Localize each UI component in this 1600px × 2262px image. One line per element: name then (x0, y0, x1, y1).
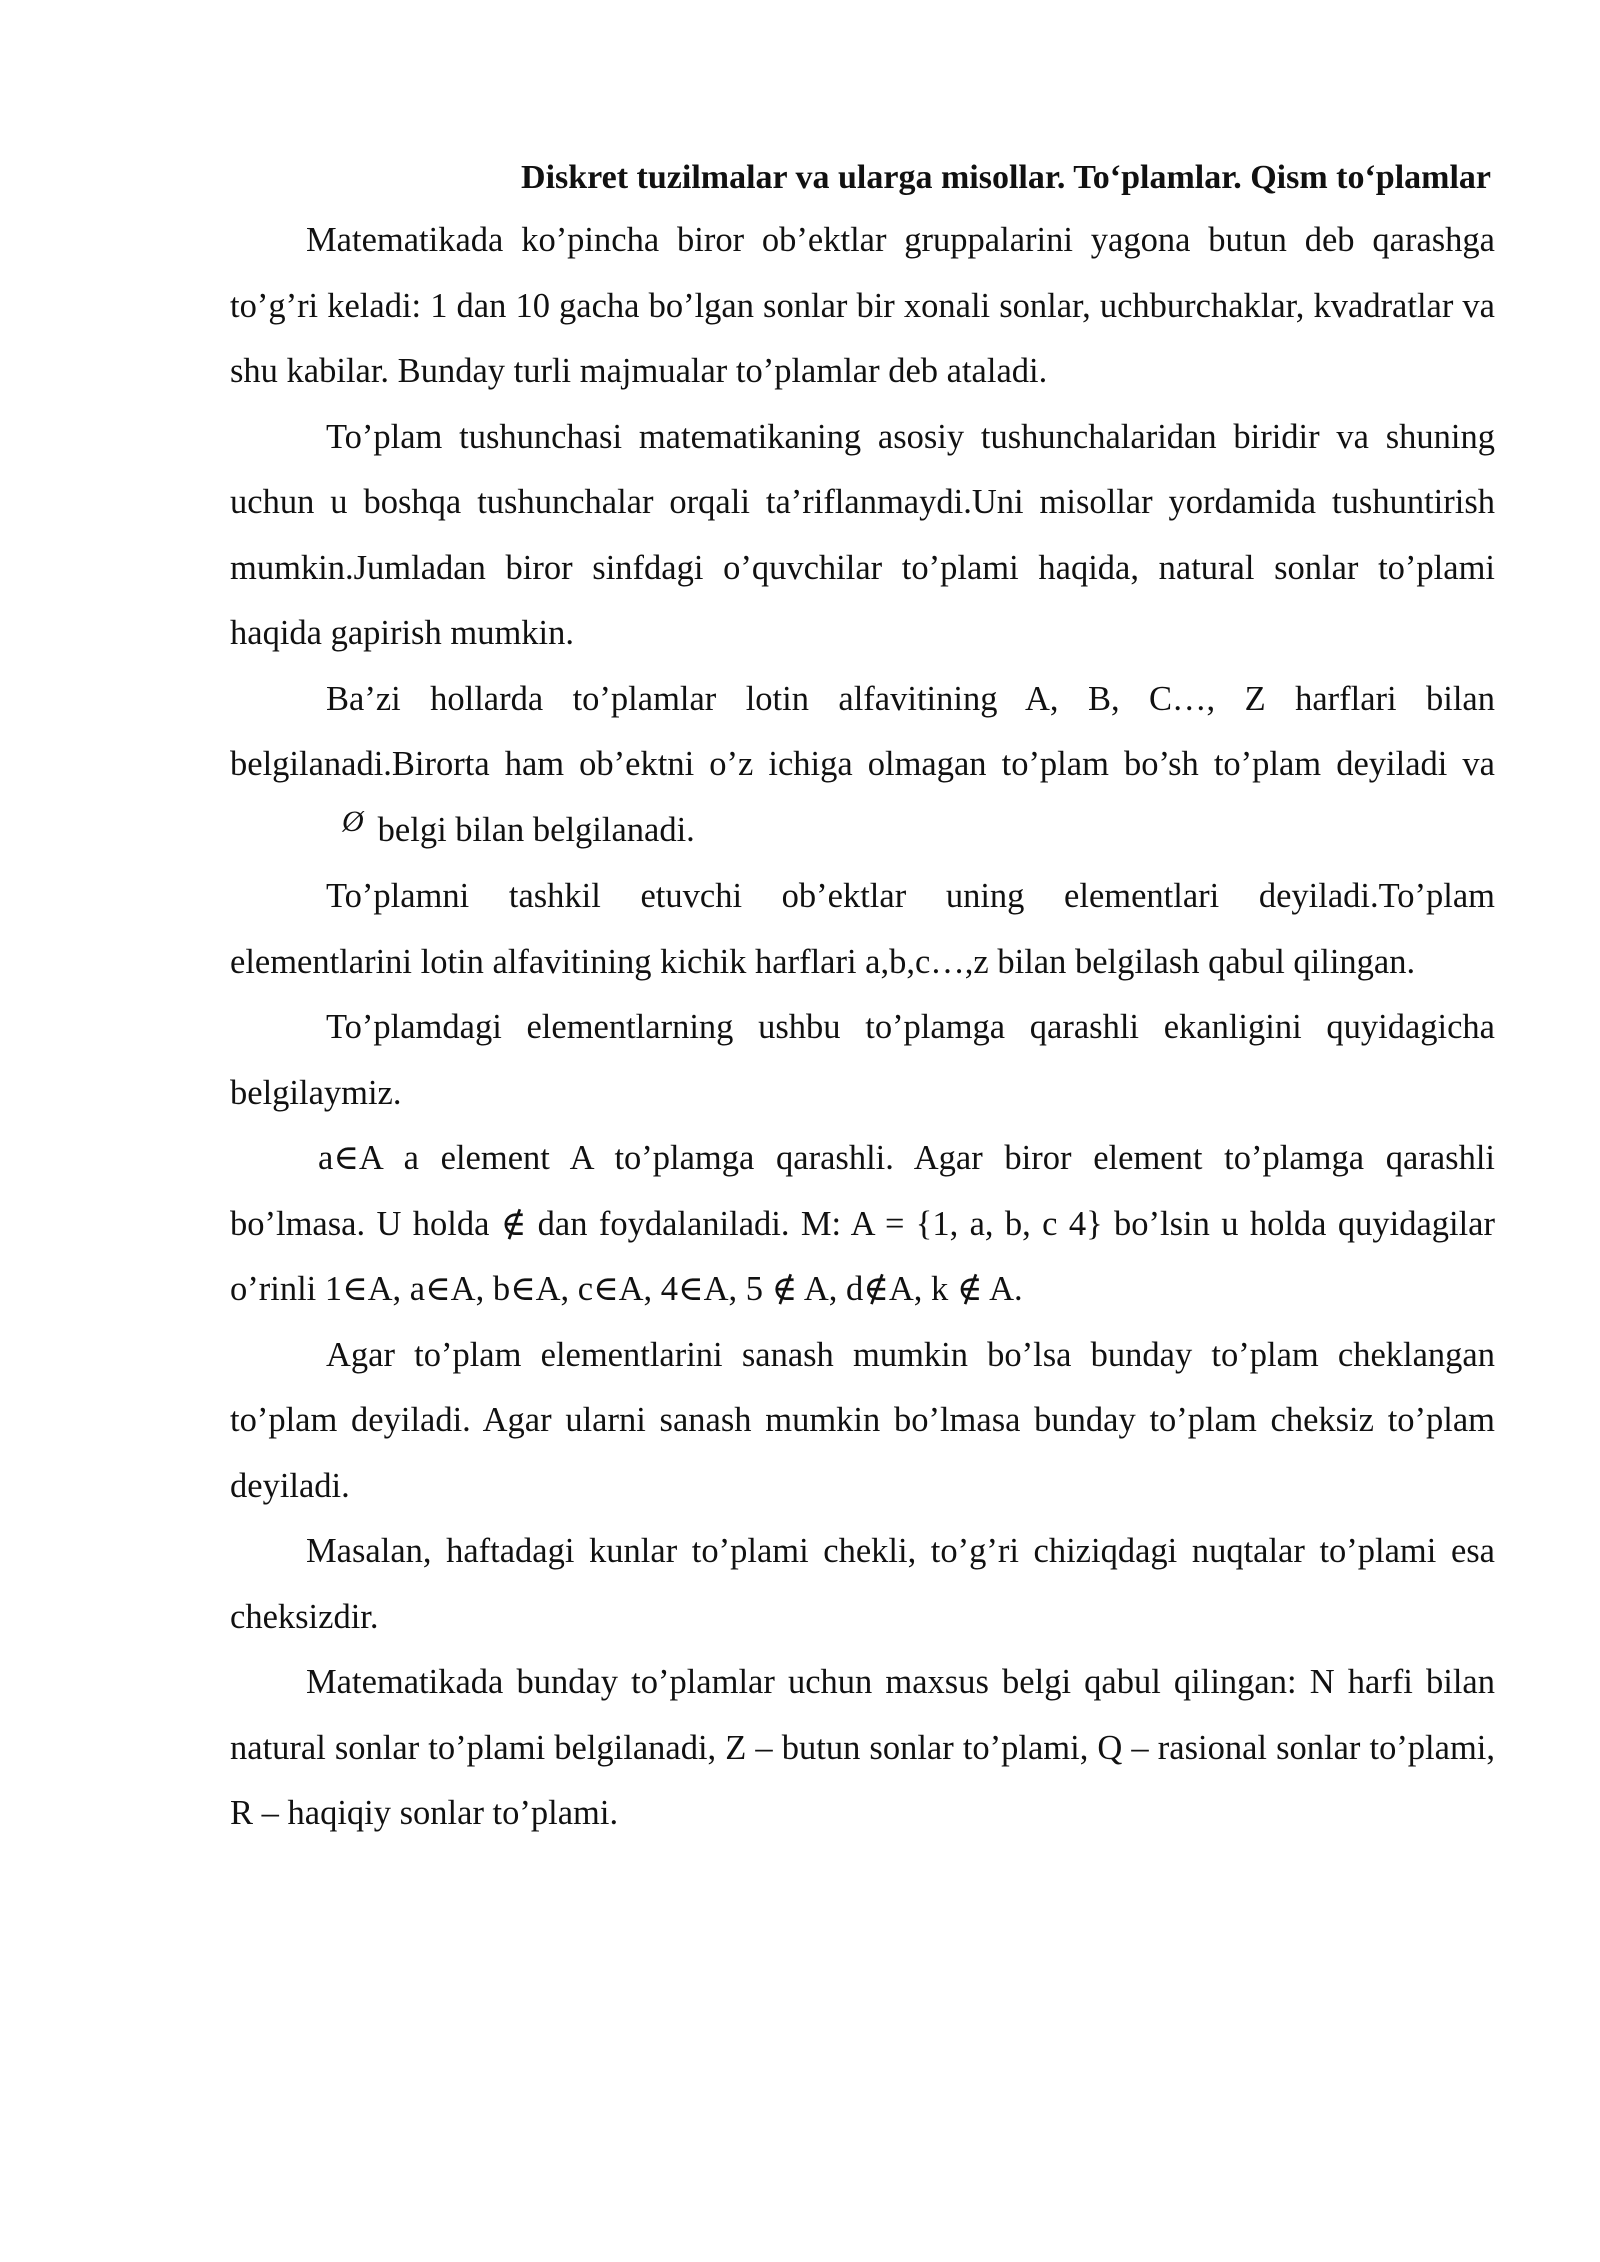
empty-set-symbol: Ø (342, 804, 364, 838)
document-page (230, 148, 1495, 1847)
paragraph-example: Masalan, haftadagi kunlar to’plami chekli, to’g’ri chiziqdagi nuqtalar to’plami esa cheksizdir. (230, 1532, 1495, 1636)
paragraph-elements: To’plamni tashkil etuvchi ob’ektlar uning elementlari deyiladi.To’plam elementlarini lotin alfavitining kichik harflari a,b,c…,z bilan belgilash qabul qilingan. (230, 877, 1495, 981)
paragraph-finite-infinite: Agar to’plam elementlarini sanash mumkin bo’lsa bunday to’plam cheklangan to’plam deyiladi. Agar ularni sanash mumkin bo’lmasa bunday to’plam cheksiz to’plam deyiladi. (230, 1335, 1495, 1505)
paragraph-notation (230, 667, 1495, 865)
document-title: Diskret tuzilmalar va ularga misollar. To‘plamlar. Qism to‘plamlar (521, 159, 1491, 196)
paragraph-intro: Matematikada ko’pincha biror ob’ektlar gruppalarini yagona butun deb qarashga to’g’ri keladi: 1 dan 10 gacha bo’lgan sonlar bir xonali sonlar, uchburchaklar, kvadratlar va shu kabilar. Bunday turli majmualar to’plamlar deb ataladi. (230, 221, 1495, 390)
paragraph-membership-examples: a∈A a element A to’plamga qarashli. Agar biror element to’plamga qarashli bo’lmasa. U holda ∉ dan foydalaniladi. M: A = {1, a, b, c 4} bo’lsin u holda quyidagilar o’rinli 1∈A, a∈A, b∈A, c∈A, 4∈A, 5 ∉ A, d∉A, k ∉ A. (230, 1139, 1495, 1308)
paragraph-notation-tail: belgi bilan belgilanadi. (377, 810, 695, 849)
paragraph-number-sets: Matematikada bunday to’plamlar uchun maxsus belgi qabul qilingan: N harfi bilan natural sonlar to’plami belgilanadi, Z – butun sonlar to’plami, Q – rasional sonlar to’plami, R – haqiqiy sonlar to’plami. (230, 1663, 1495, 1832)
paragraph-concept: To’plam tushunchasi matematikaning asosiy tushunchalaridan biridir va shuning uchun u boshqa tushunchalar orqali ta’riflanmaydi.Uni misollar yordamida tushuntirish mumkin.Jumladan biror sinfdagi o’quvchilar to’plami haqida, natural sonlar to’plami haqida gapirish mumkin. (230, 417, 1495, 652)
paragraph-notation-text: Ba’zi hollarda to’plamlar lotin alfavitining A, B, C…, Z harflari bilan belgilanadi.Birorta ham ob’ektni o’z ichiga olmagan to’plam bo’sh to’plam deyiladi va (230, 679, 1495, 783)
paragraph-membership: To’plamdagi elementlarning ushbu to’plamga qarashli ekanligini quyidagicha belgilaymiz. (230, 1008, 1495, 1112)
